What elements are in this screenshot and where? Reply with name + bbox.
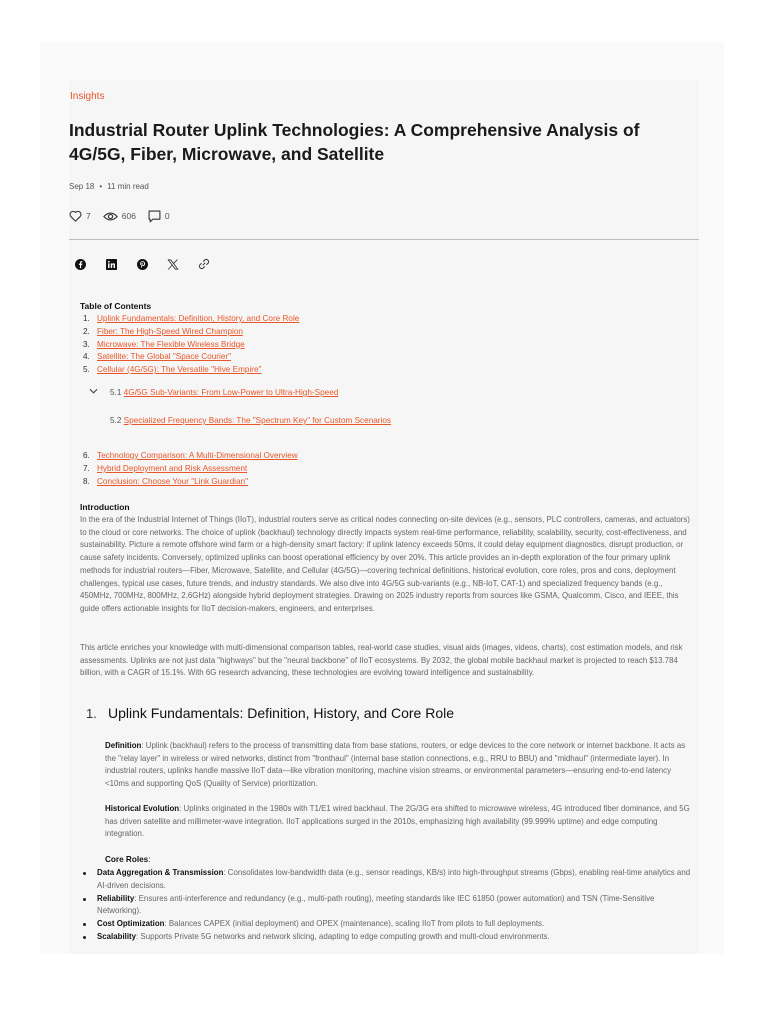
copy-link[interactable] <box>197 257 211 271</box>
section-title: Uplink Fundamentals: Definition, History, and Core Role <box>108 705 455 721</box>
history-paragraph <box>105 803 693 841</box>
toc-title: Table of Contents <box>80 301 152 311</box>
like-button[interactable] <box>69 210 91 222</box>
list-item <box>80 918 692 931</box>
comment-count: 0 <box>164 211 170 221</box>
toc-sub-link[interactable]: Specialized Frequency Bands: The "Spectrum Key" for Custom Scenarios <box>123 416 392 425</box>
like-count: 7 <box>86 211 91 221</box>
article-meta <box>69 182 149 191</box>
core-roles-label: Core Roles <box>105 855 149 864</box>
toc-item <box>83 313 299 326</box>
divider <box>69 239 699 240</box>
share-bar <box>73 257 228 271</box>
toc-number: 6. <box>83 451 90 460</box>
toc-link[interactable]: Conclusion: Choose Your "Link Guardian" <box>97 476 249 486</box>
section-heading <box>86 705 454 721</box>
facebook-icon <box>75 259 86 270</box>
role-label: Reliability <box>97 893 135 903</box>
table-of-contents-continued <box>83 450 298 488</box>
toc-item <box>83 450 298 463</box>
toc-item <box>83 364 299 377</box>
list-item <box>80 931 692 944</box>
intro-paragraph-2: This article enriches your knowledge with multi-dimensional comparison tables, real-world case studies, visual aids (images, videos, charts), cost estimation models, and risk assessments. Uplinks are not just data "highways" but the "neural backbone" of IIoT ecosystems. By 2032, the global mobile backhaul market is projected to reach $13.784 billion, with a CAGR of 15.1%. With 6G research advancing, these technologies are evolving toward intelligence and sustainability. <box>80 643 683 678</box>
toc-number: 5. <box>83 365 90 375</box>
toc-link[interactable]: Uplink Fundamentals: Definition, History, and Core Role <box>97 314 300 323</box>
x-icon <box>167 259 179 270</box>
share-x[interactable] <box>166 257 180 271</box>
core-roles-colon: : <box>148 855 151 864</box>
toc-item <box>83 351 299 364</box>
publish-date: Sep 18 <box>69 182 95 191</box>
toc-number: 4. <box>83 352 90 362</box>
role-text: : Balances CAPEX (initial deployment) and OPEX (maintenance), scaling IIoT from pilots to full deployments. <box>164 919 545 929</box>
link-icon <box>198 258 210 270</box>
toc-sub-link[interactable]: 4G/5G Sub-Variants: From Low-Power to Ultra-High-Speed <box>123 388 339 397</box>
share-facebook[interactable] <box>73 257 87 271</box>
toc-number: 2. <box>83 326 90 336</box>
toc-item <box>83 326 299 339</box>
intro-heading: Introduction <box>80 502 130 512</box>
intro-paragraph: In the era of the Industrial Internet of Things (IIoT), industrial routers serve as critical nodes connecting on-site devices (e.g., sensors, PLC controllers, cameras, and actuators) to the cloud or core networks. The choice of uplink (backhaul) technology directly impacts system real-time performance, reliability, scalability, security, cost-effectiveness, and sustainability. Picture a remote offshore wind farm or a high-density smart factory: if uplink latency exceeds 50ms, it could delay equipment diagnostics, disrupt production, or cause safety incidents. Conversely, optimized uplinks can boost operational efficiency by over 20%. This article provides an in-depth exploration of the four primary uplink methods for industrial routers—Fiber, Microwave, Satellite, and Cellular (4G/5G)—covering technical definitions, historical evolution, core roles, pros and cons, deployment challenges, typical use cases, future trends, and industry standards. We also dive into 4G/5G sub-variants (e.g., NB-IoT, CAT-1) and specialized frequency bands (e.g., 450MHz, 700MHz, 800MHz, 2.6GHz) alongside hybrid deployment strategies. Drawing on 2025 industry reports from sources like GSMA, Qualcomm, Cisco, and IEEE, this guide offers actionable insights for IIoT decision-makers, engineers, and enterprises. <box>80 515 690 613</box>
core-roles-list <box>80 867 692 944</box>
core-roles-heading <box>105 855 151 864</box>
eye-icon <box>103 211 118 222</box>
toc-item <box>83 463 298 476</box>
toc-link[interactable]: Technology Comparison: A Multi-Dimensional Overview <box>97 451 298 460</box>
toc-item <box>83 339 299 352</box>
definition-label: Definition <box>105 741 142 750</box>
toc-subitem <box>110 416 391 425</box>
share-pinterest[interactable] <box>135 257 149 271</box>
list-item <box>80 893 692 918</box>
heart-icon <box>69 210 82 222</box>
toc-link[interactable]: Cellular (4G/5G): The Versatile "Hive Empire" <box>97 365 262 375</box>
toc-subitem <box>110 388 338 397</box>
role-label: Cost Optimization <box>97 919 165 929</box>
toc-number: 7. <box>83 463 90 473</box>
article-title: Industrial Router Uplink Technologies: A Comprehensive Analysis of 4G/5G, Fiber, Microwave, and Satellite <box>69 120 640 164</box>
linkedin-icon <box>106 259 117 270</box>
read-time: 11 min read <box>107 182 149 191</box>
chevron-down-icon[interactable] <box>89 388 98 394</box>
toc-link[interactable]: Microwave: The Flexible Wireless Bridge <box>97 339 245 349</box>
definition-text: : Uplink (backhaul) refers to the process of transmitting data from base stations, routers, or edge devices to the core network or internet backbone. It acts as the "relay layer" in wireless or wired networks, distinct from "fronthaul" (internal base station connections, e.g., RRU to BBU) and "midhaul" (intermediate layer). In industrial routers, uplinks handle massive IIoT data—like vibration monitoring, machine vision streams, or environmental parameters—ensuring end-to-end latency <10ms and supporting QoS (Quality of Service) prioritization. <box>105 741 686 789</box>
view-count: 606 <box>121 211 136 221</box>
toc-link[interactable]: Fiber: The High-Speed Wired Champion <box>97 326 243 336</box>
role-label: Scalability <box>97 932 137 942</box>
views-stat <box>103 211 136 222</box>
comment-icon <box>148 210 161 223</box>
comments-button[interactable] <box>148 210 170 223</box>
section-number: 1. <box>86 706 97 721</box>
history-label: Historical Evolution <box>105 804 180 813</box>
toc-item <box>83 476 298 489</box>
share-linkedin[interactable] <box>104 257 118 271</box>
role-label: Data Aggregation & Transmission <box>97 868 224 877</box>
role-text: : Supports Private 5G networks and network slicing, adapting to edge computing growth and multi-cloud environments. <box>136 932 550 942</box>
definition-paragraph <box>105 740 693 791</box>
toc-sub-number: 5.2 <box>110 416 122 425</box>
list-item <box>80 867 692 892</box>
role-text: : Consolidates low-bandwidth data (e.g., sensor readings, KB/s) into high-throughput streams (Gbps), enabling real-time analytics and AI-driven decisions. <box>97 868 691 890</box>
toc-sub-number: 5.1 <box>110 388 122 397</box>
article-stats <box>69 209 182 223</box>
pinterest-icon <box>137 259 148 270</box>
toc-number: 3. <box>83 339 90 349</box>
role-text: : Ensures anti-interference and redundancy (e.g., multi-path routing), meeting standards like IEC 61850 (power automation) and TSN (Time-Sensitive Networking). <box>97 893 655 916</box>
table-of-contents <box>83 313 299 377</box>
toc-number: 8. <box>83 476 90 486</box>
history-text: : Uplinks originated in the 1980s with T1/E1 wired backhaul. The 2G/3G era shifted to microwave wireless, 4G introduced fiber dominance, and 5G has driven satellite and millimeter-wave integration. IIoT applications surged in the 2010s, emphasizing high availability (99.999% uptime) and edge computing integration. <box>105 804 690 839</box>
category-link[interactable]: Insights <box>70 91 105 102</box>
meta-separator: • <box>99 182 103 191</box>
toc-link[interactable]: Hybrid Deployment and Risk Assessment <box>97 463 248 473</box>
toc-number: 1. <box>83 314 90 323</box>
toc-link[interactable]: Satellite: The Global "Space Courier" <box>97 352 232 362</box>
